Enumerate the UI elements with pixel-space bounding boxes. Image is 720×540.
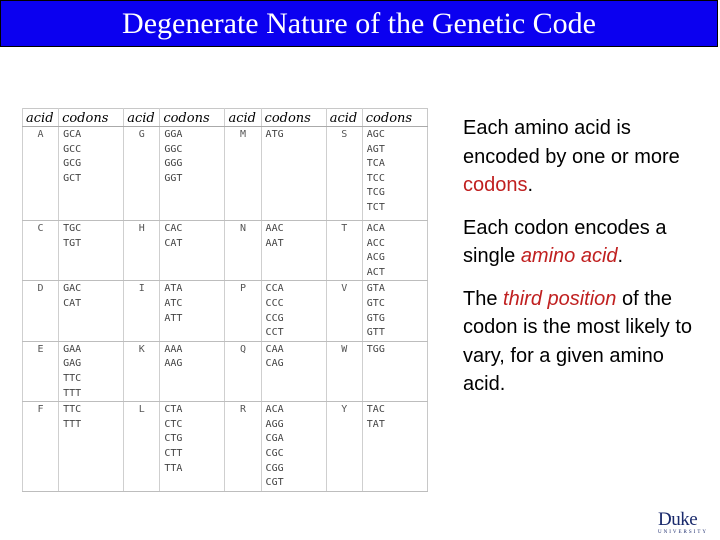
amino-acid-cell: S xyxy=(326,127,362,221)
amino-acid-cell: G xyxy=(124,127,160,221)
amino-acid-cell: F xyxy=(23,402,59,492)
bullet-list xyxy=(463,114,708,413)
table-row xyxy=(23,281,428,341)
column-header-codons: codons xyxy=(261,109,326,127)
amino-acid-cell: D xyxy=(23,281,59,341)
column-header-acid: acid xyxy=(326,109,362,127)
codons-cell: CCA CCC CCG CCT xyxy=(261,281,326,341)
amino-acid-cell: P xyxy=(225,281,261,341)
codons-cell: AAC AAT xyxy=(261,221,326,281)
amino-acid-cell: R xyxy=(225,402,261,492)
amino-acid-cell: Y xyxy=(326,402,362,492)
amino-acid-cell: C xyxy=(23,221,59,281)
bullet-text: The xyxy=(463,287,504,310)
duke-university-logo xyxy=(658,510,714,538)
codons-cell: AGC AGT TCA TCC TCG TCT xyxy=(362,127,427,221)
amino-acid-cell: N xyxy=(225,221,261,281)
amino-acid-cell: Q xyxy=(225,341,261,401)
bullet-text: . xyxy=(617,245,624,267)
amino-acid-cell: L xyxy=(124,402,160,492)
codons-cell: ATG xyxy=(261,127,326,221)
slide-title: Degenerate Nature of the Genetic Code xyxy=(122,6,596,40)
column-header-codons: codons xyxy=(160,109,225,127)
amino-acid-cell: I xyxy=(124,281,160,341)
logo-word: Duke xyxy=(658,509,698,530)
amino-acid-cell: T xyxy=(326,221,362,281)
bullet-item xyxy=(463,214,708,271)
amino-acid-cell: V xyxy=(326,281,362,341)
column-header-codons: codons xyxy=(362,109,427,127)
codons-cell: CTA CTC CTG CTT TTA xyxy=(160,402,225,492)
bullet-text: Each amino acid is encoded by one or more xyxy=(463,117,680,168)
codons-cell: GCA GCC GCG GCT xyxy=(59,127,124,221)
table-header-row xyxy=(23,109,428,127)
codons-cell: CAC CAT xyxy=(160,221,225,281)
amino-acid-cell: W xyxy=(326,341,362,401)
table-row xyxy=(23,402,428,492)
column-header-acid: acid xyxy=(23,109,59,127)
bullet-text: of the codon is the most likely to vary, for a given amino acid. xyxy=(463,287,692,395)
codons-cell: ACA ACC ACG ACT xyxy=(362,221,427,281)
amino-acid-cell: H xyxy=(124,221,160,281)
codon-table xyxy=(22,108,428,492)
codons-cell: TGG xyxy=(362,341,427,401)
codons-cell: TAC TAT xyxy=(362,402,427,492)
bullet-text: . xyxy=(527,174,534,196)
codons-cell: AAA AAG xyxy=(160,341,225,401)
codons-cell: TTC TTT xyxy=(59,402,124,492)
codons-cell: GAC CAT xyxy=(59,281,124,341)
amino-acid-cell: M xyxy=(225,127,261,221)
codons-cell: GAA GAG TTC TTT xyxy=(59,341,124,401)
amino-acid-cell: K xyxy=(124,341,160,401)
codons-cell: CAA CAG xyxy=(261,341,326,401)
column-header-codons: codons xyxy=(59,109,124,127)
bullet-text: Each codon encodes a single xyxy=(463,216,667,267)
highlighted-term: third position xyxy=(503,287,617,310)
slide-title-bar xyxy=(0,0,718,47)
table-row xyxy=(23,127,428,221)
bullet-item xyxy=(463,285,708,399)
column-header-acid: acid xyxy=(124,109,160,127)
codons-cell: GGA GGC GGG GGT xyxy=(160,127,225,221)
logo-subtitle: UNIVERSITY xyxy=(658,530,708,535)
table-row xyxy=(23,221,428,281)
highlighted-term: amino acid xyxy=(520,245,618,267)
column-header-acid: acid xyxy=(225,109,261,127)
amino-acid-cell: E xyxy=(23,341,59,401)
highlighted-term: codons xyxy=(463,174,528,196)
codons-cell: TGC TGT xyxy=(59,221,124,281)
bullet-item xyxy=(463,114,708,200)
codons-cell: ATA ATC ATT xyxy=(160,281,225,341)
amino-acid-cell: A xyxy=(23,127,59,221)
codons-cell: ACA AGG CGA CGC CGG CGT xyxy=(261,402,326,492)
codons-cell: GTA GTC GTG GTT xyxy=(362,281,427,341)
table-row xyxy=(23,341,428,401)
